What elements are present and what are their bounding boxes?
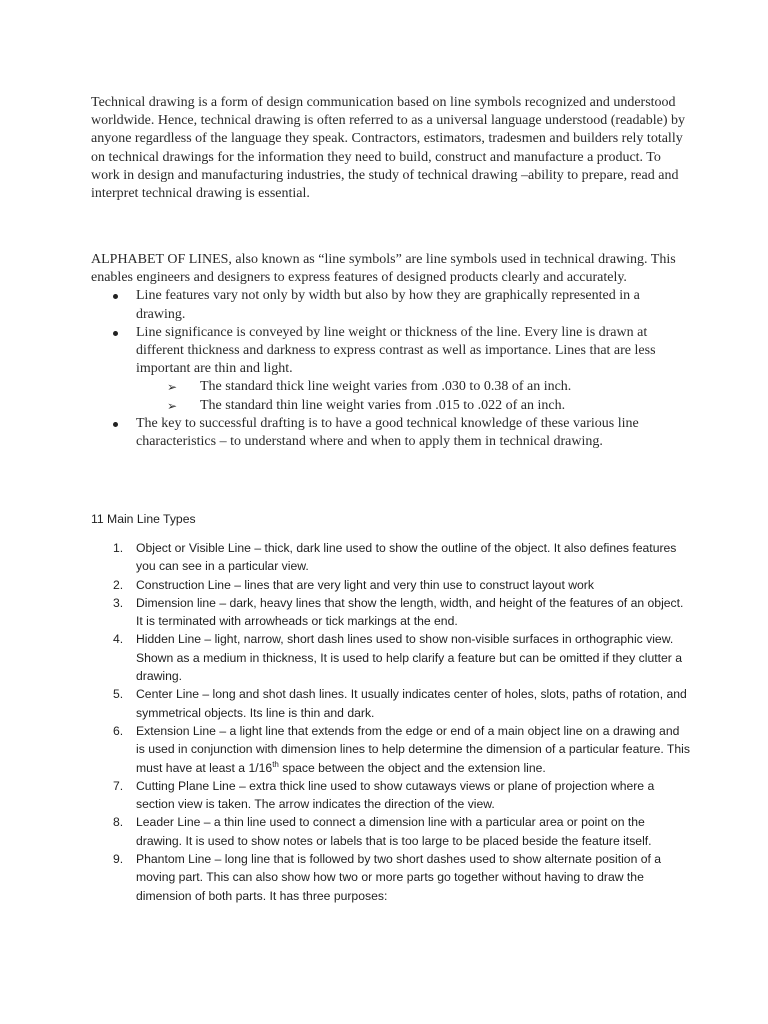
alphabet-of-lines-section <box>91 251 691 451</box>
line-type-item <box>91 630 691 685</box>
item-number: 3. <box>113 595 124 610</box>
item-number: 8. <box>113 815 124 830</box>
line-type-item <box>91 576 691 594</box>
item-number: 9. <box>113 852 124 867</box>
item-text: Construction Line – lines that are very light and very thin use to construct layout work <box>136 577 594 592</box>
item-text: Center Line – long and shot dash lines. It usually indicates center of holes, slots, paths of rotation, and symmetrical objects. Its line is thin and dark. <box>136 687 687 720</box>
sub-bullet-text: The standard thick line weight varies from .030 to 0.38 of an inch. <box>200 379 572 395</box>
item-text-part: Extension Line – a light line that extends from the edge or end of a main object line on a drawing and is used in conjunction with dimension lines to help determine the dimension of a particular feature. This must have at least a 1/16 <box>136 723 690 775</box>
line-type-item <box>91 594 691 631</box>
bullet-icon <box>113 422 118 427</box>
arrowhead-bullet-icon: ➢ <box>167 380 178 395</box>
item-text: Leader Line – a thin line used to connect a dimension line with a particular area or point on the drawing. It is used to show notes or labels that is too large to be placed beside the feature itself. <box>136 815 652 848</box>
sub-bullet-text: The standard thin line weight varies from .015 to .022 of an inch. <box>200 397 566 413</box>
line-type-item <box>91 539 691 576</box>
list-item <box>91 324 691 415</box>
item-number: 5. <box>113 687 124 702</box>
item-number: 6. <box>113 723 124 738</box>
bullet-text: Line significance is conveyed by line weight or thickness of the line. Every line is drawn at different thickness and darkness to express contrast as well as importance. Lines that are less important are thin and light. <box>136 324 656 377</box>
item-text-part: space between the object and the extension line. <box>278 760 546 775</box>
item-number: 7. <box>113 778 124 793</box>
bullet-icon <box>113 294 118 299</box>
bullet-text: The key to successful drafting is to have a good technical knowledge of these various line characteristics – to understand where and when to apply them in technical drawing. <box>136 415 639 450</box>
line-type-item <box>91 722 691 777</box>
list-item <box>91 415 691 451</box>
sub-bullet-list <box>136 378 691 414</box>
ordinal-superscript: th <box>272 759 279 769</box>
item-text: Cutting Plane Line – extra thick line used to show cutaways views or plane of projection where a section view is taken. The arrow indicates the direction of the view. <box>136 778 655 812</box>
item-text: Phantom Line – long line that is followed by two short dashes used to show alternate position of a moving part. This can also show how two or more parts go together without having to draw the dimension of both parts. It has three purposes: <box>136 852 662 903</box>
sub-list-item <box>91 397 691 415</box>
line-type-item <box>91 685 691 722</box>
line-types-heading: 11 Main Line Types <box>91 512 196 526</box>
alphabet-bullet-list <box>91 287 691 451</box>
list-item <box>91 287 691 323</box>
item-number: 4. <box>113 632 124 647</box>
sub-list-item <box>91 378 691 396</box>
item-text: Object or Visible Line – thick, dark line used to show the outline of the object. It also defines features you can see in a particular view. <box>136 541 677 574</box>
item-number: 1. <box>113 541 124 555</box>
line-types-list <box>91 539 691 905</box>
bullet-icon <box>113 331 118 336</box>
line-type-item <box>91 813 691 850</box>
item-number: 2. <box>113 577 124 592</box>
bullet-text: Line features vary not only by width but also by how they are graphically represented in a drawing. <box>136 288 640 322</box>
item-text: Dimension line – dark, heavy lines that show the length, width, and height of the features of an object. It is terminated with arrowheads or tick markings at the end. <box>136 595 684 629</box>
intro-paragraph: Technical drawing is a form of design communication based on line symbols recognized and understood worldwide. Hence, technical drawing is often referred to as a universal language understood (readable) by anyone regardless of the language they speak. Contractors, estimators, tradesmen and builders rely totally on technical drawings for the information they need to build, construct and manufacture a product. To work in design and manufacturing industries, the study of technical drawing –ability to prepare, read and interpret technical drawing is essential. <box>91 95 685 202</box>
item-text: Hidden Line – light, narrow, short dash lines used to show non-visible surfaces in orthographic view. Shown as a medium in thickness, It is used to help clarify a feature but can be omitted if they clutter a drawing. <box>136 632 683 684</box>
line-type-item <box>91 850 691 905</box>
line-type-item <box>91 777 691 814</box>
arrowhead-bullet-icon: ➢ <box>167 398 178 413</box>
alphabet-paragraph: ALPHABET OF LINES, also known as “line symbols” are line symbols used in technical drawing. This enables engineers and designers to express features of designed products clearly and accurately. <box>91 252 676 286</box>
